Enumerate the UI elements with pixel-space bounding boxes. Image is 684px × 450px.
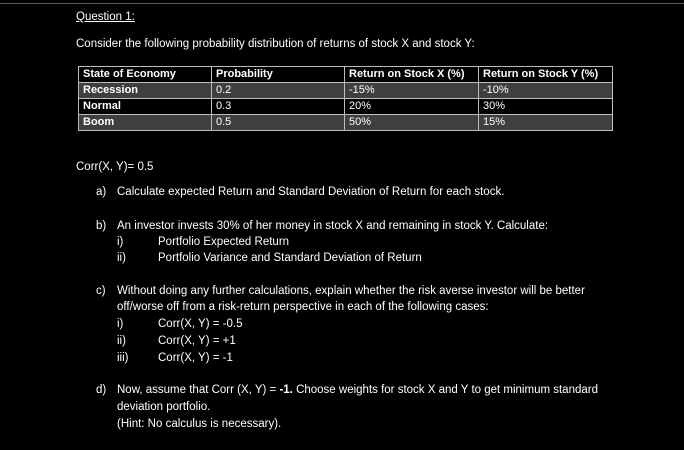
- table-header-row: [79, 67, 613, 83]
- question-c-item-2-num: ii): [117, 335, 126, 347]
- question-c-line-2: off/worse off from a risk-return perspective in each of the following cases:: [117, 301, 489, 313]
- question-c-item-3-num: iii): [117, 352, 129, 364]
- table-row: [79, 115, 613, 131]
- question-b-item-2-num: ii): [117, 252, 126, 264]
- question-c-item-3-text: Corr(X, Y) = -1: [158, 352, 233, 364]
- cell-return-x: -15%: [345, 83, 479, 99]
- header-return-x: Return on Stock X (%): [345, 67, 479, 83]
- cell-return-x: 50%: [345, 115, 479, 131]
- table-row: [79, 99, 613, 115]
- question-d-line-2: deviation portfolio.: [117, 401, 211, 413]
- question-c-letter: c): [96, 285, 106, 297]
- question-b-item-1-text: Portfolio Expected Return: [158, 236, 290, 248]
- cell-probability: 0.2: [212, 83, 345, 99]
- header-state: State of Economy: [79, 67, 212, 83]
- question-c-item-1-text: Corr(X, Y) = -0.5: [158, 318, 243, 330]
- header-return-y: Return on Stock Y (%): [479, 67, 613, 83]
- cell-probability: 0.3: [212, 99, 345, 115]
- question-c-item-2-text: Corr(X, Y) = +1: [158, 335, 236, 347]
- cell-state: Recession: [79, 83, 212, 99]
- header-probability: Probability: [212, 67, 345, 83]
- correlation-statement: Corr(X, Y)= 0.5: [76, 161, 154, 173]
- question-title: Question 1:: [76, 11, 135, 23]
- question-b-item-2-text: Portfolio Variance and Standard Deviation of Return: [158, 252, 422, 264]
- intro-text: Consider the following probability distribution of returns of stock X and stock Y:: [76, 38, 475, 50]
- cell-return-y: 30%: [479, 99, 613, 115]
- question-d-letter: d): [96, 384, 107, 396]
- cell-return-x: 20%: [345, 99, 479, 115]
- question-b-item-1-num: i): [117, 236, 124, 248]
- question-a-text: Calculate expected Return and Standard Deviation of Return for each stock.: [117, 186, 505, 198]
- question-d-hint: (Hint: No calculus is necessary).: [117, 418, 282, 430]
- question-d-line-1: Now, assume that Corr (X, Y) = -1. Choose weights for stock X and Y to get minimum standard: [117, 384, 598, 396]
- question-c-line-1: Without doing any further calculations, explain whether the risk averse investor will be better: [117, 285, 585, 297]
- cell-return-y: -10%: [479, 83, 613, 99]
- top-divider: [0, 3, 684, 4]
- question-c-item-1-num: i): [117, 318, 124, 330]
- question-a-letter: a): [96, 186, 107, 198]
- cell-return-y: 15%: [479, 115, 613, 131]
- cell-probability: 0.5: [212, 115, 345, 131]
- question-b-letter: b): [96, 220, 107, 232]
- cell-state: Boom: [79, 115, 212, 131]
- cell-state: Normal: [79, 99, 212, 115]
- table-row: [79, 83, 613, 99]
- question-b-text: An investor invests 30% of her money in stock X and remaining in stock Y. Calculate:: [117, 220, 549, 232]
- probability-distribution-table: [78, 66, 613, 131]
- correlation-value-bold: -1.: [279, 384, 293, 396]
